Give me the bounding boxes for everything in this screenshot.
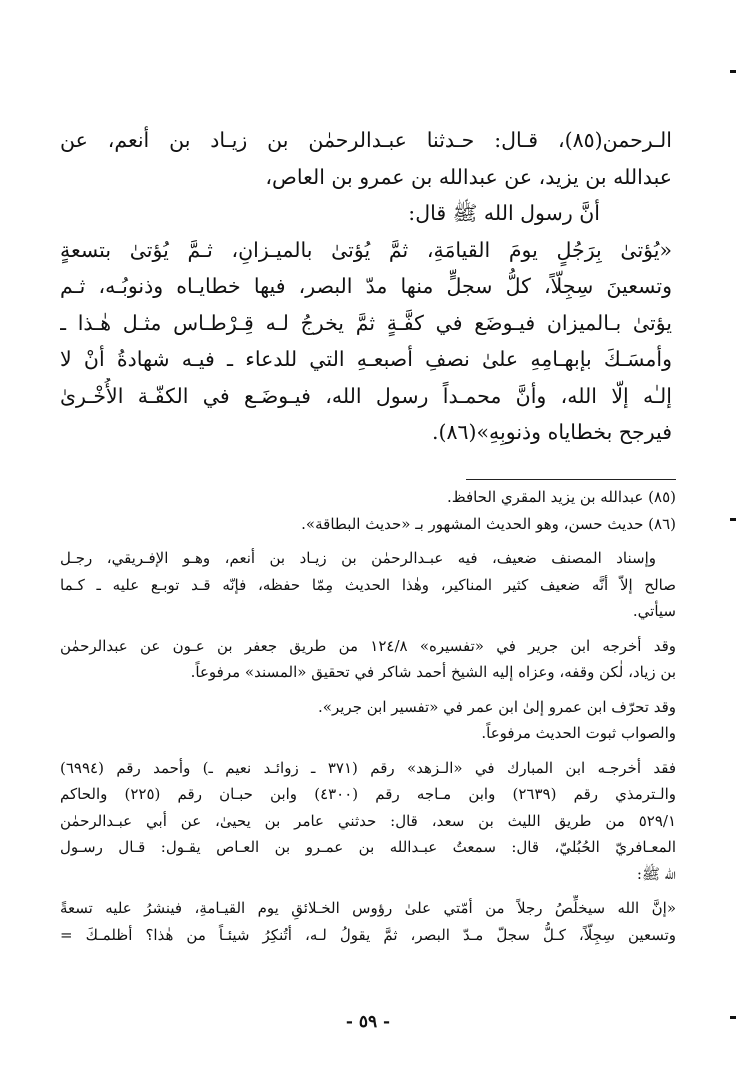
footnotes	[60, 484, 676, 948]
main-line: وتسعينَ سِجِلّاً، كلُّ سجلٍّ منها مدّ البصر، فيها خطايـاه وذنوبُـه، ثـم	[60, 274, 672, 298]
footnote-line: (٨٦) حديث حسن، وهو الحديث المشهور بـ «حديث البطاقة».	[301, 514, 676, 533]
main-line: يؤتىٰ بـالميزان فيـوضَع في كفَّـةٍ ثمَّ يخرجُ لـه قِـرْطـاس مثـل هٰـذا ـ	[60, 310, 672, 335]
edge-mark	[730, 518, 736, 521]
main-line: الـرحمن(٨٥)، قـال: حـدثنا عبـدالرحمٰن بن زيـاد بن أنعم، عن	[60, 128, 672, 152]
footnote-line: صالح إلاّ أنَّه ضعيف كثير المناكير، وهٰذا الحديث مِمّا حفظه، فإنّه قـد توبـع عليه ـ كـما	[60, 575, 676, 594]
main-line: أنَّ رسول الله ﷺ قال:	[408, 201, 600, 225]
edge-mark	[730, 1016, 736, 1019]
footnote-line: الله ﷺ:	[636, 864, 676, 883]
footnote-line: فقد أخرجـه ابن المبارك في «الـزهد» رقم (٣٧١ ـ زوائـد نعيم ـ) وأحمد رقم (٦٩٩٤)	[60, 758, 676, 777]
edge-mark	[730, 70, 736, 73]
footnote-line: وتسعين سِجِلّاً، كـلُّ سجلّ مـدّ البصر، ثمَّ يقولُ لـه، أتُنكِرُ شيئـاً من هٰذا؟ أظلمـكَ =	[60, 925, 676, 944]
main-text	[60, 122, 672, 451]
footnote-line: بن زياد، لٰكن وقفه، وعزاه إليه الشيخ أحمد شاكر في تحقيق «المسند» مرفوعاً.	[190, 663, 676, 681]
main-line: إلـٰه إلّا الله، وأنَّ محمـداً رسول الله، فيـوضَـع في الكفّـة الأُخْـرىٰ	[60, 383, 672, 408]
footnote-line: (٨٥) عبدالله بن يزيد المقري الحافظ.	[446, 488, 676, 506]
main-line: «يُؤتىٰ بِرَجُلٍ يومَ القيامَةِ، ثمَّ يُؤتىٰ بالميـزانِ، ثـمَّ يُؤتىٰ بتسعةٍ	[60, 237, 672, 262]
main-line: عبدالله بن يزيد، عن عبدالله بن عمرو بن العاص،	[265, 164, 672, 189]
footnote-line: سيأتي.	[632, 602, 676, 620]
main-line: وأمسَـكَ بإبهـامِهِ علىٰ نصفِ أصبعـهِ التي للدعاء ـ فيـه شهادةُ أنْ لا	[60, 347, 672, 371]
main-line: فيرجح بخطاياه وذنوبِهِ»(٨٦).	[431, 420, 672, 444]
footnote-line: والصواب ثبوت الحديث مرفوعاً.	[481, 724, 676, 742]
footnote-line: ٥٢٩/١ من طريق الليث بن سعد، قال: حدثني عامر بن يحيىٰ، عن أبي عبـدالرحمٰن	[60, 811, 676, 830]
footnote-line: المعـافريّ الحُبُليّ، قال: سمعتُ عبـدالله بن عمـرو بن العـاص يقـول: قـال رسـول	[60, 838, 676, 856]
footnote-line: «إنَّ الله سيخلِّصُ رجلاً من أمّتي علىٰ رؤوس الخـلائقِ يوم القيـامةِ، فينشرُ عليه تسعةً	[60, 899, 676, 917]
footnote-line: وإسناد المصنف ضعيف، فيه عبـدالرحمٰن بن زيـاد بن أنعم، وهـو الإفـريقي، رجـل	[60, 549, 656, 567]
footnote-line: وقد أخرجه ابن جرير في «تفسيره» ١٢٤/٨ من طريق جعفر بن عـون عن عبدالرحمٰن	[60, 636, 676, 655]
footnote-line: والـترمذي رقم (٢٦٣٩) وابن مـاجه رقم (٤٣٠٠) وابن حبـان رقم (٢٢٥) والحاكم	[60, 785, 676, 803]
page-number: - ٥٩ -	[345, 1012, 391, 1032]
footnote-divider	[466, 479, 676, 480]
footnote-line: وقد تحرّف ابن عمرو إلىٰ ابن عمر في «تفسير ابن جرير».	[318, 697, 676, 716]
